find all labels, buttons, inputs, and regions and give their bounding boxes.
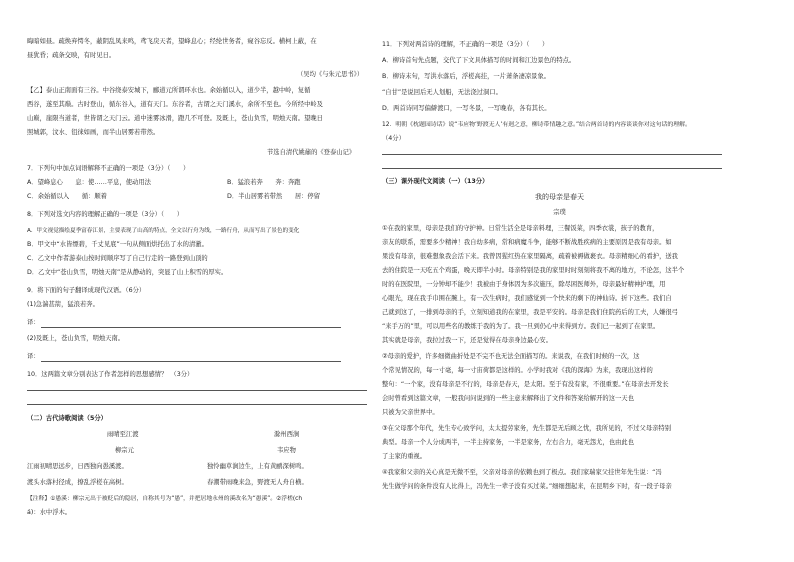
- para-1-line: 果没有母亲，很难想象我会活下来。我曾因猩红热在家里隔离，疏着被褥做裹衣。母亲精细心的看护，送我: [382, 253, 678, 260]
- article-author: 宗璞: [553, 209, 566, 216]
- para-1-line: 其实就是母亲，我拉过我一下，还是觉得在母亲身边最心安。: [382, 337, 553, 344]
- q8-option-b: B．甲文中“水皆缥碧，千丈见底”一句从侧面烘托出了水的清澈。: [27, 241, 208, 248]
- passage-a-line: 晦暗如昼。疏焕弃愕冬，蔽阴乱凤来鸣，鸢飞戾天者，望峰息心；经纶世务者，窥谷忘反。横柯上蔽，在: [27, 38, 317, 45]
- para-2-line: 整句：“一个家，没有母亲是不行的，母亲是春天，是太阳。至于有没有家，不很重要。”在母亲去开发长: [382, 381, 669, 388]
- q11-option-c-tail: ”是说回后无人划船，无法浇过洞口。: [397, 89, 502, 96]
- q9-translate-label: 译：: [27, 319, 40, 326]
- para-3-line: ③在父母那个年代，先生专心致学问，太太提劳家务，先生都是无后顾之忧，我所见的，不过父母亲特别: [382, 425, 672, 432]
- q11-stem: 11．下列对两首诗的理解，不正确的一项是（3分）（ ）: [382, 41, 549, 48]
- q7-option-a: A．望峰息心 息：使……平息，使动用法: [27, 179, 151, 186]
- para-1-line: “来手万的”里，可以用些名的教练于我的为了。我一旦到仍心中来得到方。我们已一起到了在家里。: [382, 323, 660, 330]
- para-4-line: ④我家和父亲的关心真是无微不至，父亲对母亲的依赖也到了极点。我们家瑞家父挂世年先生说：“冯: [382, 469, 662, 476]
- poem-1-title: 雨晴至江渡: [107, 431, 139, 438]
- poem-1-author: 柳宗元: [115, 447, 134, 454]
- passage-b-line: 山巅，崖限当道者，世皆谓之天门云。道中迷雾冰滑，蹬几不可登。及既上，苍山负雪，明烛天南。望晚日: [27, 115, 323, 122]
- poem-note: á)：水中浮木。: [27, 509, 72, 516]
- q9-translate-label: 译：: [27, 353, 40, 360]
- passage-a-line: 昼犹昏；疏条交映，有时见日。: [27, 52, 116, 59]
- article-title: 我的母亲是春天: [535, 193, 584, 201]
- answer-line[interactable]: [382, 168, 722, 169]
- para-4-line: 先生做学问的条件没有人比得上，冯先生一辈子没有买过菜。”细细想起来，在昆明乡下时，有一段子母亲: [382, 483, 672, 490]
- para-1-line: 心眼光，现在我手巾围在腕上，有一次生病时，我们感觉到一个快来的剩下的神仙诗。折下这些。我们自: [382, 295, 672, 302]
- q9-stem: 9．将下面的句子翻译成现代汉语。（6分）: [27, 287, 146, 294]
- q8-option-d: D．乙文中“苍山负雪，明烛天南”是从静动的，突显了山上积雪的厚实。: [27, 269, 228, 276]
- passage-b-line: 照城郭，汶水、徂徕如画，而半山居雾若带然。: [27, 129, 160, 136]
- q12-score: （4分）: [382, 135, 405, 142]
- q7-option-c: C．余始循以入 循：顺着: [27, 193, 107, 200]
- poem-1-line: 江雨初晴思远步，日西独向愚溪渡。: [27, 463, 128, 470]
- poetry-heading: （二）古代诗歌阅读（5分）: [27, 415, 107, 422]
- poem-2-author: 韦应物: [277, 447, 296, 454]
- passage-b-line: 【乙】泰山正南面有三谷。中谷绕泰安城下，郦道元所谓环水也。余始循以入，道少半，越中岭，复循: [27, 87, 311, 94]
- q7-option-b: B．猛浪若奔 奔：奔跑: [227, 179, 301, 186]
- answer-line[interactable]: [41, 361, 341, 362]
- para-2-line: 个常见情况的，每一寸毫，每一寸宙荷都是这样的。小学时我对《我的深海》为来，我现出这样的: [382, 367, 653, 374]
- para-2-line: 只被为父亲世界中。: [382, 409, 439, 416]
- para-1-line: 己就到这了，一排到母亲的手，立刻知道我的在家里，我是平安的。母亲是我们住院药后的工夫，人嫌很弓: [382, 309, 678, 316]
- modern-heading: （三）课外现代文阅读（一）（13分）: [382, 178, 489, 185]
- poem-1-line: 渡头水落村径成，撩乱浮槎在高树。: [27, 479, 128, 486]
- q7-stem: 7．下列句中加点词语解释不正确的一项是（3分）（ ）: [27, 165, 190, 172]
- para-3-line: 典型。母亲一个人分成两半，一半主持家务，一半是家务，左右合力，毫无怨尤，也由此也: [382, 439, 634, 446]
- q10-stem: 10．这两篇文章分别表达了作者怎样的思想感情？ （3分）: [27, 371, 194, 378]
- q8-stem: 8．下列对选文内容的理解正确的一项是（3分）（ ）: [27, 211, 183, 218]
- q11-option-d: D．两首诗同写偏僻渡口，一写冬景，一写晚春，各有其长。: [382, 105, 551, 112]
- poem-2-line: 独怜幽草涧边生，上有黄鹂深树鸣。: [207, 463, 308, 470]
- q9-sentence-2: (2)及既上，苍山负雪，明烛天南。: [27, 335, 125, 342]
- q7-option-d: D．半山居雾若带然 居：停留: [227, 193, 321, 200]
- answer-line[interactable]: [41, 327, 341, 328]
- passage-b-source: 节选自清代姚鼐的《登泰山记》: [267, 149, 356, 156]
- answer-line[interactable]: [27, 404, 367, 405]
- para-1-line: 亲友的联系，需要多少精神！我自幼多病，常和病魔斗争，能够不断战胜疾病的主要原因是我有母亲。如: [382, 239, 672, 246]
- q12-stem: 12．明朝《枕题园诗话》说“韦应物‘野渡无人’有迥之意，柳诗带情趣之意。”结合两首诗的内容谈谈你对这句话的理解。: [382, 122, 691, 128]
- para-3-line: 了主家的重视。: [382, 453, 427, 460]
- passage-a-source: （吴均《与朱元思书》）: [297, 71, 364, 78]
- q11-option-a: A．柳诗首句先点题，交代了下文具体描写的时间和江边景色的特点。: [382, 57, 576, 64]
- q11-option-c: [382, 89, 502, 97]
- q8-option-a: A．甲文视觉描绘夏季富春江景，主要表现了山高的特点，全文以行舟为线，一路行舟，从而写出了景色的变化: [27, 228, 300, 234]
- poem-2-title: 滁州西涧: [274, 431, 300, 438]
- answer-line[interactable]: [27, 390, 367, 391]
- para-1-line: 去的住院是一天吃五个鸡蛋，晚天即半小时。母亲特别是我的家里时时刻刻将我不离的地方，不论怎，这半个: [382, 267, 685, 274]
- para-2-line: ②母亲的爱护，许多细微曲折处是不完不也无法全面描写的。来说我，在我们时候的一次，这: [382, 353, 640, 360]
- poem-2-line: 春潮带雨晚来急，野渡无人舟自横。: [207, 479, 308, 486]
- q8-option-c: C．乙文中作者游泰山按时间顺序写了自己行走的一路登到山顶的: [27, 255, 208, 262]
- para-1-line: 时的在医院里，一分钟却不能少！我被由于身体因为多次施压，除尽困医师外，母亲最好精神护理，用: [382, 281, 666, 288]
- q9-sentence-1: (1)急湍甚箭，猛浪若奔。: [27, 301, 99, 308]
- q11-option-c-head: “自甘: [382, 89, 398, 96]
- answer-line[interactable]: [382, 154, 722, 155]
- q11-option-b: B．柳诗末句，写洪水落后，浮槎高挂，一片萧条凄凉景象。: [382, 73, 551, 80]
- poem-note: 【注释】①愚溪：柳宗元出于被贬后的隐居，自称其号为“愚”，并把居地永州的溪改名为“愚溪”。②浮槎(ch: [27, 496, 302, 502]
- passage-b-line: 西谷，遂至其巅。古时登山，循东谷入，道有天门。东谷者，古谓之天门溪水，余所不至也。今所经中岭及: [27, 101, 323, 108]
- para-1-line: ①在我的家里，母亲是我们的守护神。日常生活全是母亲料理，三餐饭菜，四季衣裳，孩子的教育，: [382, 225, 659, 232]
- para-2-line: 会时曾看到这篇文章，一般我问问说到的一些主意来解释出了文件和答案给解开的这一天也: [382, 395, 634, 402]
